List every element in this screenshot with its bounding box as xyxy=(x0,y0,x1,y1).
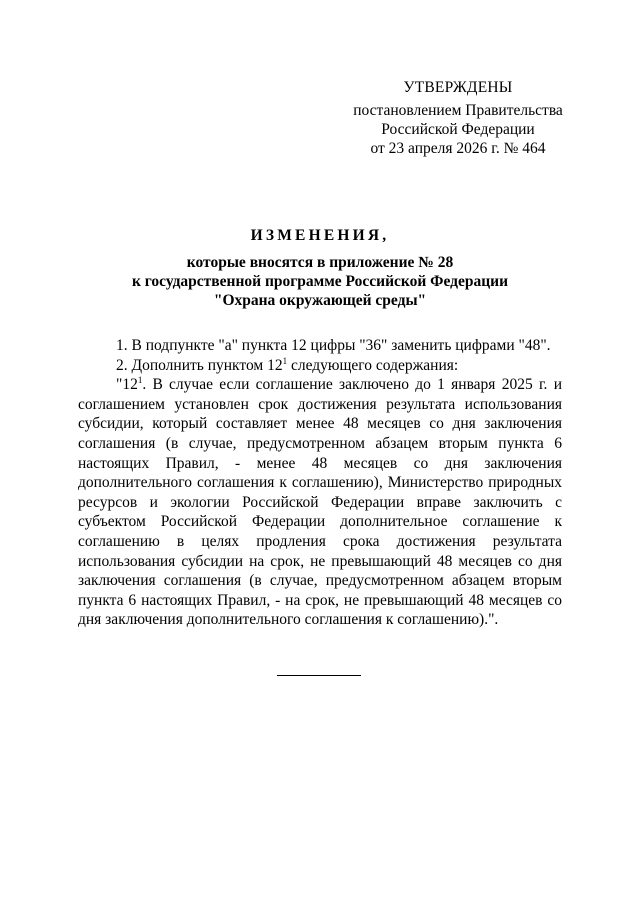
item-2-text-before: 2. Дополнить пунктом 12 xyxy=(116,356,283,374)
paragraph-quoted-clause xyxy=(78,375,562,630)
approval-heading: УТВЕРЖДЕНЫ xyxy=(403,79,513,96)
item-2-text-after: следующего содержания: xyxy=(287,356,459,374)
quoted-clause-superscript: 1 xyxy=(137,375,143,386)
approval-line-3: от 23 апреля 2026 г. № 464 xyxy=(370,140,546,157)
approval-line-2: Российской Федерации xyxy=(381,121,535,138)
paragraph-item-1: 1. В подпункте "а" пункта 12 цифры "36" заменить цифрами "48". xyxy=(116,337,551,354)
document-title: ИЗМЕНЕНИЯ, xyxy=(250,227,390,244)
document-subtitle-line-3: "Охрана окружающей среды" xyxy=(213,292,427,309)
document-subtitle-line-1: которые вносятся в приложение № 28 xyxy=(186,254,454,271)
end-divider-line xyxy=(277,675,361,676)
document-title-block xyxy=(78,226,562,310)
document-subtitle-line-2: к государственной программе Российской Федерации xyxy=(131,273,509,290)
document-body xyxy=(78,336,562,630)
approval-block xyxy=(340,78,576,158)
approval-line-1: постановлением Правительства xyxy=(353,102,563,119)
quoted-clause-text: . В случае если соглашение заключено до 1 января 2025 г. и соглашением установлен срок достижения результата использования субсидии, который составляет менее 48 месяцев со дня заключения соглашения (в случае, предусмотренном абзацем вторым пункта 6 настоящих Правил, - менее 48 месяцев со дня заключения дополнительного соглашения к соглашению), Министерство природных ресурсов и экологии Российской Федерации вправе заключить с субъектом Российской Федерации дополнительное соглашение к соглашению в целях продления срока достижения результата использования субсидии на срок, не превышающий 48 месяцев со дня заключения соглашения (в случае, предусмотренном абзацем вторым пункта 6 настоящих Правил, - на срок, не превышающий 48 месяцев со дня заключения дополнительного соглашения к соглашению).". xyxy=(78,376,562,629)
item-2-superscript: 1 xyxy=(282,355,288,366)
paragraph-item-2 xyxy=(78,356,562,376)
quoted-clause-number: "12 xyxy=(116,376,138,394)
